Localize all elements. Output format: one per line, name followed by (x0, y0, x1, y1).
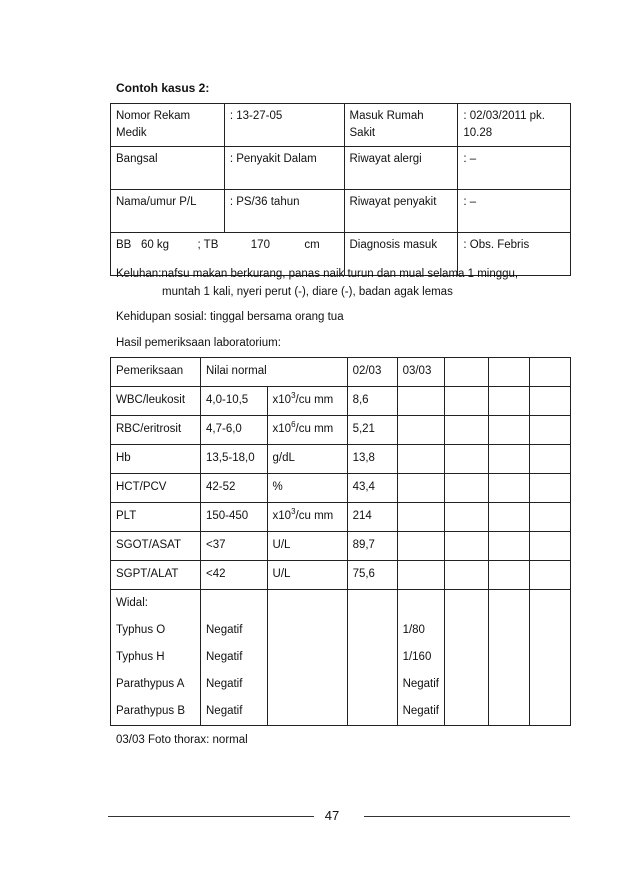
widal-result: 1/80 (402, 624, 425, 636)
patient-label: Riwayat alergi (344, 147, 458, 190)
patient-row (111, 190, 571, 233)
lab-cell (489, 416, 530, 445)
widal-result: Negatif (402, 705, 439, 717)
lab-value-0203: 5,21 (347, 416, 397, 445)
lab-value-0203: 75,6 (347, 561, 397, 590)
lab-value-0303 (397, 474, 444, 503)
kehidupan-sosial: Kehidupan sosial: tinggal bersama orang tua (116, 311, 344, 323)
patient-label: Nomor Rekam Medik (111, 104, 225, 147)
patient-label: Diagnosis masuk (344, 233, 458, 276)
lab-normal-range: 4,7-6,0 (201, 416, 268, 445)
tb-unit: cm (304, 239, 320, 251)
widal-normal: Negatif (206, 624, 243, 636)
unit-base: x10 (272, 510, 292, 522)
bb-value: 60 kg (140, 239, 170, 251)
unit-base: U/L (272, 539, 291, 551)
lab-cell (530, 416, 571, 445)
widal-normal: Negatif (206, 705, 243, 717)
unit-base: % (272, 481, 283, 493)
lab-cell (445, 532, 489, 561)
lab-row (111, 474, 571, 503)
widal-test-name: Typhus O (116, 624, 166, 636)
patient-label: Bangsal (111, 147, 225, 190)
patient-value: : Obs. Febris (458, 233, 571, 276)
lab-unit (267, 561, 347, 590)
patient-row (111, 147, 571, 190)
patient-value: : – (458, 190, 571, 233)
widal-result: Negatif (402, 678, 439, 690)
patient-row (111, 104, 571, 147)
widal-normals (201, 590, 268, 726)
page-number: 47 (324, 808, 340, 823)
lab-unit (267, 532, 347, 561)
patient-value: : Penyakit Dalam (224, 147, 344, 190)
lab-cell (445, 561, 489, 590)
widal-test-name: Parathypus B (116, 705, 186, 717)
widal-normal: Negatif (206, 678, 243, 690)
patient-value: : 02/03/2011 pk. 10.28 (458, 104, 571, 147)
patient-label: Riwayat penyakit (344, 190, 458, 233)
lab-cell (267, 590, 347, 726)
footer-rule-left (108, 816, 314, 817)
lab-cell (530, 561, 571, 590)
unit-base: x10 (272, 423, 292, 435)
lab-header-row (111, 358, 571, 387)
lab-cell (530, 503, 571, 532)
lab-cell (445, 387, 489, 416)
unit-base: x10 (272, 394, 292, 406)
lab-normal-range: 150-450 (201, 503, 268, 532)
lab-value-0303 (397, 561, 444, 590)
bb-label: BB (116, 239, 132, 251)
lab-cell (530, 358, 571, 387)
tb-value: 170 (250, 239, 270, 251)
lab-header: 03/03 (397, 358, 444, 387)
lab-cell (445, 358, 489, 387)
lab-unit (267, 387, 347, 416)
lab-cell (347, 590, 397, 726)
widal-result: 1/160 (402, 651, 432, 663)
lab-test-name: HCT/PCV (111, 474, 201, 503)
lab-row (111, 387, 571, 416)
lab-cell (530, 532, 571, 561)
widal-normal: Negatif (206, 651, 243, 663)
lab-value-0303 (397, 503, 444, 532)
keluhan-line2: muntah 1 kali, nyeri perut (-), diare (-), badan agak lemas (162, 286, 453, 298)
lab-test-name: SGOT/ASAT (111, 532, 201, 561)
lab-cell (445, 416, 489, 445)
hasil-lab-heading: Hasil pemeriksaan laboratorium: (116, 337, 281, 349)
lab-unit (267, 416, 347, 445)
patient-label: Nama/umur P/L (111, 190, 225, 233)
lab-row (111, 445, 571, 474)
lab-cell (530, 387, 571, 416)
patient-value: : 13-27-05 (224, 104, 344, 147)
lab-test-name: WBC/leukosit (111, 387, 201, 416)
lab-cell (445, 503, 489, 532)
widal-label: Widal: (116, 597, 148, 609)
lab-normal-range: 13,5-18,0 (201, 445, 268, 474)
lab-normal-range: 42-52 (201, 474, 268, 503)
lab-value-0203: 8,6 (347, 387, 397, 416)
lab-cell (489, 474, 530, 503)
lab-unit (267, 474, 347, 503)
lab-cell (530, 474, 571, 503)
unit-suffix: /cu mm (295, 423, 334, 435)
widal-results (397, 590, 444, 726)
lab-cell (445, 590, 489, 726)
keluhan-line1: nafsu makan berkurang, panas naik turun dan mual selama 1 minggu, (161, 268, 519, 280)
lab-cell (489, 358, 530, 387)
lab-cell (489, 387, 530, 416)
keluhan-block (116, 265, 518, 301)
patient-value: : – (458, 147, 571, 190)
lab-cell (489, 445, 530, 474)
lab-header: 02/03 (347, 358, 397, 387)
widal-row (111, 590, 571, 726)
lab-value-0203: 214 (347, 503, 397, 532)
lab-cell (530, 590, 571, 726)
unit-base: U/L (272, 568, 291, 580)
footer-rule-right (364, 816, 570, 817)
section-title: Contoh kasus 2: (116, 81, 210, 95)
lab-test-name: Hb (111, 445, 201, 474)
lab-normal-range: <37 (201, 532, 268, 561)
lab-header: Nilai normal (201, 358, 348, 387)
widal-test-name: Parathypus A (116, 678, 185, 690)
unit-exponent: 3 (291, 391, 296, 401)
lab-row (111, 561, 571, 590)
lab-test-name: PLT (111, 503, 201, 532)
lab-cell (489, 561, 530, 590)
lab-value-0303 (397, 416, 444, 445)
patient-value: : PS/36 tahun (224, 190, 344, 233)
lab-value-0203: 13,8 (347, 445, 397, 474)
lab-cell (489, 590, 530, 726)
lab-normal-range: 4,0-10,5 (201, 387, 268, 416)
lab-row (111, 532, 571, 561)
lab-cell (530, 445, 571, 474)
lab-normal-range: <42 (201, 561, 268, 590)
unit-base: g/dL (272, 452, 295, 464)
lab-value-0203: 89,7 (347, 532, 397, 561)
lab-value-0203: 43,4 (347, 474, 397, 503)
lab-test-name: RBC/eritrosit (111, 416, 201, 445)
lab-value-0303 (397, 387, 444, 416)
lab-header: Pemeriksaan (111, 358, 201, 387)
lab-row (111, 503, 571, 532)
unit-suffix: /cu mm (295, 394, 334, 406)
keluhan-label: Keluhan: (116, 268, 162, 280)
unit-exponent: 3 (291, 507, 296, 517)
lab-cell (489, 532, 530, 561)
lab-cell (489, 503, 530, 532)
lab-cell (445, 445, 489, 474)
foto-thorax: 03/03 Foto thorax: normal (116, 734, 248, 746)
lab-value-0303 (397, 532, 444, 561)
tb-label: ; TB (197, 239, 219, 251)
lab-value-0303 (397, 445, 444, 474)
patient-label: Masuk Rumah Sakit (344, 104, 458, 147)
lab-unit (267, 445, 347, 474)
patient-info-table (110, 103, 571, 276)
widal-names (111, 590, 201, 726)
lab-row (111, 416, 571, 445)
lab-unit (267, 503, 347, 532)
unit-suffix: /cu mm (295, 510, 334, 522)
widal-test-name: Typhus H (116, 651, 165, 663)
lab-table (110, 357, 571, 726)
unit-exponent: 6 (291, 420, 296, 430)
lab-cell (445, 474, 489, 503)
lab-test-name: SGPT/ALAT (111, 561, 201, 590)
